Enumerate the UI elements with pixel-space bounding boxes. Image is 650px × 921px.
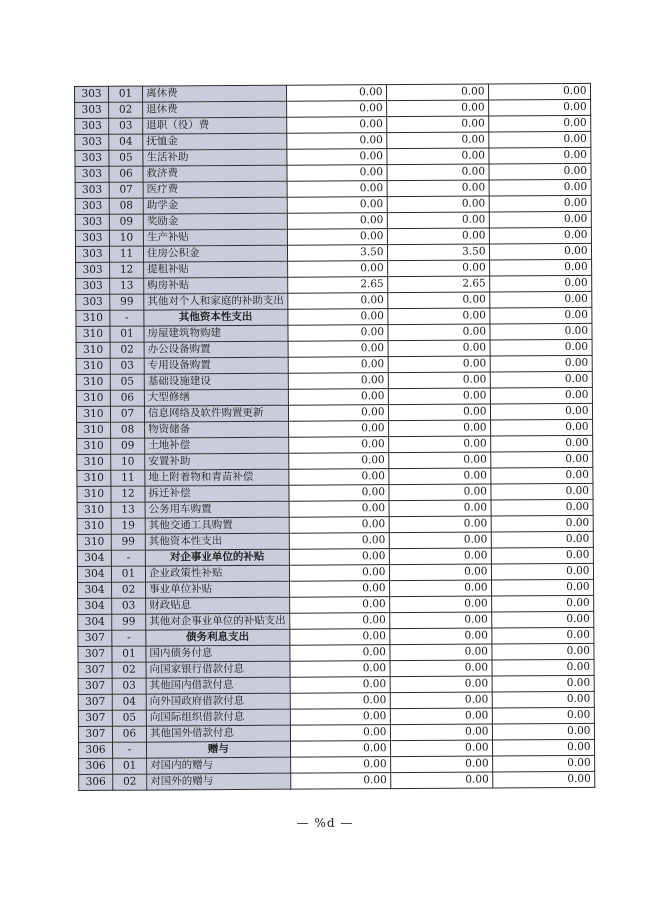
cell-value-project: 0.00 <box>492 723 594 740</box>
cell-item-code: 02 <box>112 662 146 678</box>
cell-kind-code: 310 <box>77 518 111 534</box>
cell-value-project: 0.00 <box>488 147 590 164</box>
cell-value-project: 0.00 <box>489 243 591 260</box>
cell-item-code: 01 <box>109 86 143 102</box>
cell-kind-code: 310 <box>77 502 111 518</box>
cell-item-name: 其他对企事业单位的补贴支出 <box>146 613 290 630</box>
cell-item-code: 07 <box>109 182 143 198</box>
cell-item-code: 99 <box>112 614 146 630</box>
cell-kind-code: 307 <box>78 630 112 646</box>
cell-value-project: 0.00 <box>490 387 592 404</box>
cell-item-code: 19 <box>111 518 145 534</box>
cell-value-total: 0.00 <box>290 661 390 678</box>
cell-value-total: 0.00 <box>289 549 389 566</box>
cell-value-project: 0.00 <box>489 211 591 228</box>
cell-item-code: 07 <box>110 406 144 422</box>
cell-item-code: 13 <box>111 502 145 518</box>
cell-item-code: 12 <box>111 486 145 502</box>
cell-value-total: 0.00 <box>289 565 389 582</box>
cell-item-code: 06 <box>109 166 143 182</box>
cell-value-total: 0.00 <box>289 629 389 646</box>
cell-kind-code: 307 <box>78 710 112 726</box>
cell-value-project: 0.00 <box>492 707 594 724</box>
cell-value-project: 0.00 <box>491 515 593 532</box>
cell-value-basic: 0.00 <box>388 484 490 501</box>
cell-item-name: 赠与 <box>147 741 291 758</box>
cell-value-basic: 0.00 <box>388 436 490 453</box>
cell-kind-code: 304 <box>78 614 112 630</box>
cell-item-code: 04 <box>109 134 143 150</box>
cell-item-code: 08 <box>111 422 145 438</box>
cell-value-total: 0.00 <box>290 773 390 790</box>
cell-value-total: 0.00 <box>290 757 390 774</box>
budget-table-body <box>75 83 595 790</box>
cell-value-basic: 0.00 <box>387 292 489 309</box>
cell-item-code: 01 <box>110 326 144 342</box>
cell-value-total: 0.00 <box>289 501 389 518</box>
cell-kind-code: 307 <box>78 662 112 678</box>
cell-kind-code: 310 <box>77 454 111 470</box>
cell-item-name: 对国外的赠与 <box>147 773 291 790</box>
cell-item-code: 02 <box>109 102 143 118</box>
cell-value-basic: 0.00 <box>390 756 492 773</box>
cell-kind-code: 303 <box>76 278 110 294</box>
cell-kind-code: 310 <box>76 406 110 422</box>
cell-value-basic: 0.00 <box>387 180 489 197</box>
cell-value-basic: 0.00 <box>388 404 490 421</box>
cell-kind-code: 310 <box>76 342 110 358</box>
cell-value-total: 0.00 <box>286 149 386 166</box>
cell-value-project: 0.00 <box>489 275 591 292</box>
cell-item-code: 99 <box>111 534 145 550</box>
cell-value-total: 0.00 <box>288 405 388 422</box>
cell-kind-code: 310 <box>76 326 110 342</box>
cell-kind-code: 303 <box>75 102 109 118</box>
cell-kind-code: 303 <box>75 166 109 182</box>
cell-value-project: 0.00 <box>490 419 592 436</box>
cell-value-project: 0.00 <box>489 259 591 276</box>
cell-value-project: 0.00 <box>489 291 591 308</box>
cell-item-code: 04 <box>112 694 146 710</box>
cell-item-code: 05 <box>110 374 144 390</box>
cell-value-basic: 0.00 <box>389 596 491 613</box>
cell-value-total: 0.00 <box>287 213 387 230</box>
cell-kind-code: 310 <box>76 374 110 390</box>
budget-table <box>74 83 595 791</box>
cell-value-basic: 3.50 <box>387 244 489 261</box>
cell-item-name: 地上附着物和青苗补偿 <box>145 469 289 486</box>
cell-value-basic: 0.00 <box>388 356 490 373</box>
cell-value-total: 0.00 <box>288 341 388 358</box>
cell-value-basic: 0.00 <box>389 628 491 645</box>
cell-value-total: 0.00 <box>289 597 389 614</box>
cell-kind-code: 307 <box>78 726 112 742</box>
cell-value-basic: 0.00 <box>390 660 492 677</box>
cell-value-project: 0.00 <box>490 371 592 388</box>
cell-kind-code: 304 <box>78 598 112 614</box>
cell-item-name: 对国内的赠与 <box>147 757 291 774</box>
cell-item-name: 房屋建筑物购建 <box>144 325 288 342</box>
cell-value-project: 0.00 <box>488 83 590 100</box>
cell-value-project: 0.00 <box>490 355 592 372</box>
cell-item-code: 02 <box>113 774 147 790</box>
cell-item-code: 03 <box>109 118 143 134</box>
cell-item-name: 其他国外借款付息 <box>146 725 290 742</box>
cell-kind-code: 310 <box>77 534 111 550</box>
cell-kind-code: 303 <box>75 86 109 102</box>
cell-kind-code: 307 <box>78 694 112 710</box>
cell-item-name: 生产补贴 <box>143 229 287 246</box>
cell-value-project: 0.00 <box>490 339 592 356</box>
cell-item-name: 奖励金 <box>143 213 287 230</box>
cell-value-basic: 0.00 <box>388 468 490 485</box>
cell-value-total: 0.00 <box>288 453 388 470</box>
cell-value-total: 0.00 <box>290 677 390 694</box>
cell-value-project: 0.00 <box>492 739 594 756</box>
cell-item-code: 01 <box>111 566 145 582</box>
cell-value-basic: 0.00 <box>388 388 490 405</box>
cell-item-code: 03 <box>112 598 146 614</box>
cell-kind-code: 310 <box>76 358 110 374</box>
cell-item-name: 提租补贴 <box>144 261 288 278</box>
cell-value-total: 0.00 <box>287 261 387 278</box>
cell-item-name: 信息网络及软件购置更新 <box>144 405 288 422</box>
cell-item-code: 05 <box>112 710 146 726</box>
cell-item-name: 向国际组织借款付息 <box>146 709 290 726</box>
cell-kind-code: 303 <box>76 262 110 278</box>
cell-value-total: 0.00 <box>289 581 389 598</box>
cell-item-name: 债务利息支出 <box>146 629 290 646</box>
cell-value-project: 0.00 <box>491 579 593 596</box>
cell-value-total: 0.00 <box>286 101 386 118</box>
cell-value-basic: 0.00 <box>387 228 489 245</box>
cell-value-project: 0.00 <box>488 99 590 116</box>
cell-value-total: 0.00 <box>288 373 388 390</box>
cell-value-project: 0.00 <box>488 163 590 180</box>
cell-item-code: 06 <box>110 390 144 406</box>
cell-kind-code: 307 <box>78 646 112 662</box>
cell-kind-code: 310 <box>76 390 110 406</box>
cell-value-total: 0.00 <box>290 709 390 726</box>
cell-value-project: 0.00 <box>488 131 590 148</box>
cell-item-code: - <box>110 310 144 326</box>
cell-item-name: 公务用车购置 <box>145 501 289 518</box>
cell-value-project: 0.00 <box>488 115 590 132</box>
cell-value-project: 0.00 <box>491 547 593 564</box>
cell-value-total: 0.00 <box>289 613 389 630</box>
cell-value-total: 0.00 <box>288 469 388 486</box>
cell-item-name: 助学金 <box>143 197 287 214</box>
cell-item-name: 事业单位补贴 <box>146 581 290 598</box>
cell-item-name: 其他对个人和家庭的补助支出 <box>144 293 288 310</box>
cell-value-total: 0.00 <box>289 533 389 550</box>
cell-value-total: 2.65 <box>287 277 387 294</box>
cell-item-name: 国内债务付息 <box>146 645 290 662</box>
cell-item-code: - <box>113 742 147 758</box>
cell-kind-code: 306 <box>79 774 113 790</box>
cell-value-total: 0.00 <box>286 117 386 134</box>
cell-value-total: 0.00 <box>288 437 388 454</box>
cell-item-name: 大型修缮 <box>144 389 288 406</box>
cell-item-code: 05 <box>109 150 143 166</box>
cell-value-total: 0.00 <box>288 357 388 374</box>
cell-item-name: 其他资本性支出 <box>145 533 289 550</box>
cell-item-code: 12 <box>110 262 144 278</box>
cell-item-code: 99 <box>110 294 144 310</box>
cell-item-code: 11 <box>109 246 143 262</box>
cell-value-project: 0.00 <box>489 227 591 244</box>
cell-kind-code: 310 <box>77 486 111 502</box>
cell-kind-code: 303 <box>75 214 109 230</box>
cell-value-total: 0.00 <box>287 293 387 310</box>
cell-value-basic: 0.00 <box>387 324 489 341</box>
cell-kind-code: 303 <box>75 118 109 134</box>
cell-kind-code: 303 <box>75 182 109 198</box>
cell-value-project: 0.00 <box>489 179 591 196</box>
cell-item-code: 06 <box>112 726 146 742</box>
cell-value-project: 0.00 <box>491 611 593 628</box>
cell-value-total: 0.00 <box>287 197 387 214</box>
cell-item-code: 13 <box>110 278 144 294</box>
cell-value-basic: 0.00 <box>389 516 491 533</box>
cell-value-basic: 0.00 <box>390 724 492 741</box>
cell-value-total: 0.00 <box>290 725 390 742</box>
cell-item-name: 抚恤金 <box>143 133 287 150</box>
cell-value-project: 0.00 <box>492 675 594 692</box>
cell-item-code: - <box>112 630 146 646</box>
cell-item-code: 03 <box>112 678 146 694</box>
page-footer: — %d — <box>296 816 354 830</box>
cell-value-basic: 0.00 <box>389 532 491 549</box>
cell-item-code: 02 <box>112 582 146 598</box>
cell-kind-code: 303 <box>76 294 110 310</box>
cell-item-code: 08 <box>109 198 143 214</box>
cell-value-total: 0.00 <box>290 693 390 710</box>
cell-value-total: 3.50 <box>287 245 387 262</box>
cell-item-name: 生活补助 <box>143 149 287 166</box>
table-row <box>79 771 595 790</box>
cell-value-total: 0.00 <box>288 485 388 502</box>
cell-item-code: 02 <box>110 342 144 358</box>
cell-value-project: 0.00 <box>492 755 594 772</box>
cell-item-name: 物资储备 <box>145 421 289 438</box>
cell-kind-code: 310 <box>76 310 110 326</box>
cell-item-code: 03 <box>110 358 144 374</box>
cell-item-code: 10 <box>109 230 143 246</box>
cell-value-basic: 0.00 <box>386 84 488 101</box>
cell-kind-code: 304 <box>77 550 111 566</box>
cell-value-basic: 0.00 <box>390 676 492 693</box>
cell-item-name: 其他资本性支出 <box>144 309 288 326</box>
cell-value-total: 0.00 <box>289 645 389 662</box>
cell-kind-code: 303 <box>75 230 109 246</box>
cell-value-project: 0.00 <box>490 435 592 452</box>
cell-kind-code: 303 <box>75 246 109 262</box>
cell-value-project: 0.00 <box>491 499 593 516</box>
cell-value-basic: 0.00 <box>386 116 488 133</box>
cell-item-name: 购房补贴 <box>144 277 288 294</box>
cell-value-project: 0.00 <box>489 323 591 340</box>
cell-item-name: 安置补助 <box>145 453 289 470</box>
cell-item-code: 10 <box>111 454 145 470</box>
cell-item-name: 其他交通工具购置 <box>145 517 289 534</box>
cell-value-project: 0.00 <box>491 643 593 660</box>
cell-value-total: 0.00 <box>289 517 389 534</box>
cell-item-name: 向国家银行借款付息 <box>146 661 290 678</box>
cell-value-project: 0.00 <box>492 659 594 676</box>
cell-value-basic: 0.00 <box>389 644 491 661</box>
cell-value-basic: 0.00 <box>389 500 491 517</box>
cell-value-total: 0.00 <box>286 85 386 102</box>
cell-item-code: 09 <box>111 438 145 454</box>
cell-item-name: 其他国内借款付息 <box>146 677 290 694</box>
cell-value-basic: 2.65 <box>387 276 489 293</box>
cell-value-total: 0.00 <box>290 741 390 758</box>
cell-value-project: 0.00 <box>489 195 591 212</box>
cell-value-total: 0.00 <box>287 229 387 246</box>
cell-value-total: 0.00 <box>287 325 387 342</box>
cell-value-project: 0.00 <box>492 771 594 788</box>
cell-value-basic: 0.00 <box>386 148 488 165</box>
cell-item-name: 专用设备购置 <box>144 357 288 374</box>
cell-value-basic: 0.00 <box>390 740 492 757</box>
cell-item-name: 办公设备购置 <box>144 341 288 358</box>
cell-kind-code: 310 <box>77 438 111 454</box>
cell-item-name: 基础设施建设 <box>144 373 288 390</box>
cell-value-basic: 0.00 <box>386 164 488 181</box>
cell-item-name: 退休费 <box>143 101 287 118</box>
cell-value-basic: 0.00 <box>386 132 488 149</box>
cell-value-project: 0.00 <box>490 451 592 468</box>
cell-kind-code: 310 <box>77 470 111 486</box>
cell-value-project: 0.00 <box>491 563 593 580</box>
cell-kind-code: 303 <box>75 150 109 166</box>
cell-value-basic: 0.00 <box>387 196 489 213</box>
cell-item-name: 离休费 <box>143 85 287 102</box>
cell-value-basic: 0.00 <box>389 580 491 597</box>
cell-item-name: 向外国政府借款付息 <box>146 693 290 710</box>
cell-item-name: 对企事业单位的补贴 <box>145 549 289 566</box>
cell-item-code: 01 <box>112 646 146 662</box>
cell-kind-code: 304 <box>78 582 112 598</box>
cell-value-project: 0.00 <box>491 531 593 548</box>
cell-kind-code: 310 <box>77 422 111 438</box>
cell-item-name: 土地补偿 <box>145 437 289 454</box>
cell-value-basic: 0.00 <box>387 260 489 277</box>
cell-item-name: 住房公积金 <box>143 245 287 262</box>
cell-value-basic: 0.00 <box>388 372 490 389</box>
cell-item-code: 01 <box>113 758 147 774</box>
cell-value-project: 0.00 <box>491 627 593 644</box>
cell-item-name: 企业政策性补贴 <box>145 565 289 582</box>
cell-value-basic: 0.00 <box>388 420 490 437</box>
cell-kind-code: 306 <box>79 742 113 758</box>
cell-value-basic: 0.00 <box>389 612 491 629</box>
cell-item-code: - <box>111 550 145 566</box>
cell-value-project: 0.00 <box>490 467 592 484</box>
cell-value-basic: 0.00 <box>388 340 490 357</box>
cell-value-basic: 0.00 <box>388 452 490 469</box>
cell-kind-code: 303 <box>75 134 109 150</box>
cell-value-basic: 0.00 <box>390 772 492 789</box>
cell-value-basic: 0.00 <box>390 708 492 725</box>
cell-value-total: 0.00 <box>288 421 388 438</box>
cell-value-total: 0.00 <box>287 181 387 198</box>
cell-value-project: 0.00 <box>490 483 592 500</box>
cell-value-basic: 0.00 <box>386 100 488 117</box>
cell-value-project: 0.00 <box>491 595 593 612</box>
cell-item-name: 救济费 <box>143 165 287 182</box>
cell-value-project: 0.00 <box>490 403 592 420</box>
cell-value-basic: 0.00 <box>389 564 491 581</box>
cell-value-basic: 0.00 <box>389 548 491 565</box>
cell-item-code: 11 <box>111 470 145 486</box>
cell-value-basic: 0.00 <box>387 212 489 229</box>
cell-item-name: 拆迁补偿 <box>145 485 289 502</box>
cell-kind-code: 304 <box>77 566 111 582</box>
cell-value-basic: 0.00 <box>387 308 489 325</box>
cell-kind-code: 306 <box>79 758 113 774</box>
cell-value-total: 0.00 <box>286 165 386 182</box>
cell-item-code: 09 <box>109 214 143 230</box>
cell-item-name: 退职（役）费 <box>143 117 287 134</box>
cell-value-total: 0.00 <box>286 133 386 150</box>
cell-value-project: 0.00 <box>492 691 594 708</box>
cell-kind-code: 303 <box>75 198 109 214</box>
cell-kind-code: 307 <box>78 678 112 694</box>
cell-value-total: 0.00 <box>288 389 388 406</box>
cell-item-name: 财政贴息 <box>146 597 290 614</box>
cell-value-total: 0.00 <box>287 309 387 326</box>
cell-value-basic: 0.00 <box>390 692 492 709</box>
cell-item-name: 医疗费 <box>143 181 287 198</box>
cell-value-project: 0.00 <box>489 307 591 324</box>
